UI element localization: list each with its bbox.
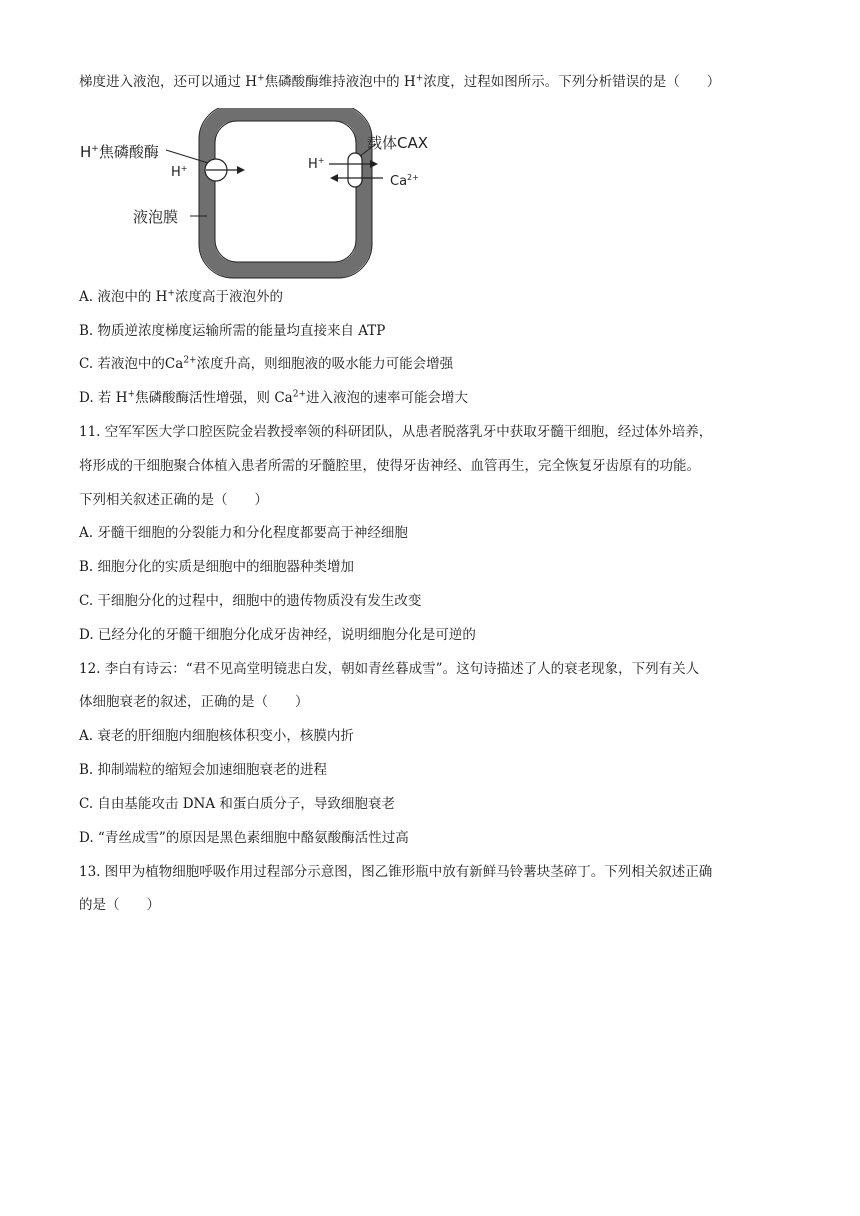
vacuole-diagram xyxy=(78,108,478,280)
q13-stem-line2: 的是（ ） xyxy=(79,897,160,913)
q11-stem-line3: 下列相关叙述正确的是（ ） xyxy=(79,492,268,508)
q12-option-b: B. 抑制端粒的缩短会加速细胞衰老的进程 xyxy=(79,762,328,778)
q10-option-c: C. 若液泡中的$Ca^{2+}$浓度升高，则细胞液的吸水能力可能会增强 xyxy=(79,355,454,372)
ca-ion-label: $Ca^{2+}$ xyxy=(390,173,419,189)
vacuole-membrane-inner-edge xyxy=(215,121,356,262)
q10-option-a: A. 液泡中的 H+浓度高于液泡外的 xyxy=(79,288,283,305)
carrier-label: 载体CAX xyxy=(367,134,429,152)
q12-stem-line2: 体细胞衰老的叙述，正确的是（ ） xyxy=(79,694,309,710)
membrane-label: 液泡膜 xyxy=(133,208,179,226)
q11-option-c: C. 干细胞分化的过程中，细胞中的遗传物质没有发生改变 xyxy=(79,593,422,609)
cax-carrier-icon xyxy=(348,153,362,187)
q12-option-a: A. 衰老的肝细胞内细胞核体积变小，核膜内折 xyxy=(79,728,354,744)
q10-stem: 梯度进入液泡，还可以通过 H+焦磷酸酶维持液泡中的 H+浓度，过程如图所示。下列分析错误的是（ ） xyxy=(79,73,721,90)
q11-stem-line1: 11. 空军军医大学口腔医院金岩教授率领的科研团队，从患者脱落乳牙中获取牙髓干细胞，经过体外培养， xyxy=(79,424,713,440)
h-in-arrowhead xyxy=(237,166,245,174)
q12-option-d: D. “青丝成雪”的原因是黑色素细胞中酪氨酸酶活性过高 xyxy=(79,830,409,846)
q11-option-b: B. 细胞分化的实质是细胞中的细胞器种类增加 xyxy=(79,559,355,575)
h-out-arrowhead xyxy=(370,160,378,168)
q10-option-b: B. 物质逆浓度梯度运输所需的能量均直接来自 ATP xyxy=(79,323,386,339)
ca-in-arrowhead xyxy=(330,174,338,182)
left-h-ion-label: H+ xyxy=(171,164,188,180)
q11-stem-line2: 将形成的干细胞聚合体植入患者所需的牙髓腔里，使得牙齿神经、血管再生，完全恢复牙齿原有的功能。 xyxy=(79,458,700,474)
q12-option-c: C. 自由基能攻击 DNA 和蛋白质分子，导致细胞衰老 xyxy=(79,796,395,812)
q11-option-a: A. 牙髓干细胞的分裂能力和分化程度都要高于神经细胞 xyxy=(79,525,408,541)
vacuole-membrane-shape xyxy=(207,113,364,270)
q10-option-d: D. 若 H+焦磷酸酶活性增强，则 $Ca^{2+}$进入液泡的速率可能会增大 xyxy=(79,389,468,406)
enzyme-label: H+焦磷酸酶 xyxy=(80,143,159,161)
q12-stem-line1: 12. 李白有诗云：“君不见高堂明镜悲白发，朝如青丝暮成雪”。这句诗描述了人的衰老现象，下列有关人 xyxy=(79,661,700,677)
vacuole-membrane-outer-edge xyxy=(199,108,372,278)
q13-stem-line1: 13. 图甲为植物细胞呼吸作用过程部分示意图，图乙锥形瓶中放有新鲜马铃薯块茎碎丁。下列相关叙述正确 xyxy=(79,864,713,880)
q11-option-d: D. 已经分化的牙髓干细胞分化成牙齿神经，说明细胞分化是可逆的 xyxy=(79,627,476,643)
right-h-ion-label: H+ xyxy=(308,156,325,172)
